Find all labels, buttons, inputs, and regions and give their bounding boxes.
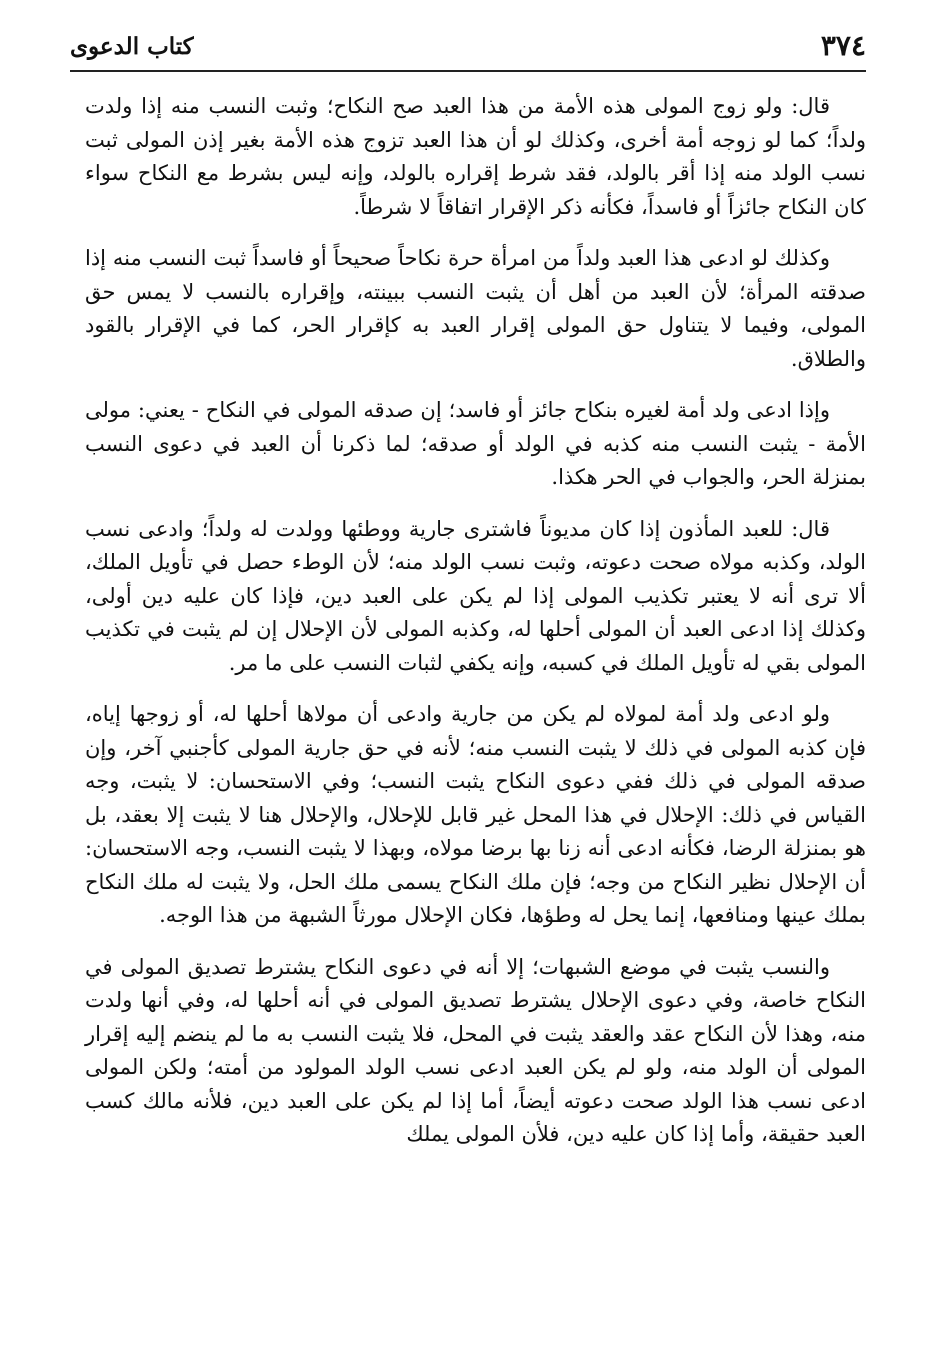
- paragraph: وإذا ادعى ولد أمة لغيره بنكاح جائز أو فاسد؛ إن صدقه المولى في النكاح - يعني: مولى الأمة - يثبت النسب منه كذبه في الولد أو صدقه؛ لما ذكرنا أن العبد في دعوى النسب بمنزلة الحر، والجواب في الحر هكذا.: [85, 398, 866, 489]
- page-header: [70, 18, 866, 72]
- page-number: ٣٧٤: [820, 29, 866, 62]
- paragraph: والنسب يثبت في موضع الشبهات؛ إلا أنه في دعوى النكاح يشترط تصديق المولى في النكاح خاصة، وفي دعوى الإحلال يشترط تصديق المولى في أنه أحلها له، وفي أنها ولدت منه، وهذا لأن النكاح عقد والعقد يثبت في المحل، فلا يثبت النسب به ما لم ينضم إليه إقرار المولى أن الولد منه، ولو لم يكن العبد ادعى نسب الولد المولود من أمته؛ ولكن المولى ادعى نسب هذا الولد صحت دعوته أيضاً، أما إذا لم يكن على العبد دين، فلأنه مالك كسب العبد حقيقة، وأما إذا كان عليه دين، فلأن المولى يملك: [85, 954, 866, 1146]
- paragraph: قال: للعبد المأذون إذا كان مديوناً فاشترى جارية ووطئها وولدت له ولداً؛ وادعى نسب الولد، وكذبه مولاه صحت دعوته، وثبت نسب الولد منه؛ لأن الوطء حصل في تأويل الملك، ألا ترى أنه لا يعتبر تكذيب المولى إذا لم يكن على العبد دين، فإذا كان عليه دين أولى، وكذلك إذا ادعى العبد أن المولى أحلها له، وكذبه المولى لأن الإحلال إن لم يثبت في تكذيب المولى بقي له تأويل الملك في كسبه، وإنه يكفي لثبات النسب على ما مر.: [85, 516, 866, 675]
- paragraph: وكذلك لو ادعى هذا العبد ولداً من امرأة حرة نكاحاً صحيحاً أو فاسداً ثبت النسب منه إذا صدقته المرأة؛ لأن العبد من أهل أن يثبت النسب ببينته، وإقراره بالنسب لا يمس حق المولى، وفيما لا يتناول حق المولى إقرار العبد به كإقرار الحر، كما في الإقرار بالقود والطلاق.: [85, 246, 866, 371]
- header-rule: [70, 70, 866, 72]
- paragraph: ولو ادعى ولد أمة لمولاه لم يكن من جارية وادعى أن مولاها أحلها له، أو زوجها إياه، فإن كذبه المولى في ذلك لا يثبت النسب منه؛ لأنه في حق جارية المولى كأجنبي آخر، وإن صدقه المولى في ذلك ففي دعوى النكاح يثبت النسب؛ وفي الاستحسان: لا يثبت، وجه القياس في ذلك: الإحلال في هذا المحل غير قابل للإحلال، والإحلال هنا لا يثبت إلا بعقد، بل هو بمنزلة الرضا، فكأنه ادعى أنه زنا بها برضا مولاه، وبهذا لا يثبت النسب، وجه الاستحسان: أن الإحلال نظير النكاح من وجه؛ فإن ملك النكاح يسمى ملك الحل، ولا يثبت له ملك النكاح بملك عينها ومنافعها، إنما يحل له وطؤها، فكان الإحلال مورثاً الشبهة من هذا الوجه.: [85, 702, 866, 927]
- body-text: [85, 90, 866, 1152]
- paragraph: قال: ولو زوج المولى هذه الأمة من هذا العبد صح النكاح؛ وثبت النسب منه إذا ولدت ولداً؛ كما لو زوجه أمة أخرى، وكذلك لو أن هذا العبد تزوج هذه الأمة بغير إذن المولى ثبت نسب الولد منه إذا أقر بالولد، فقد شرط إقراره بالولد، وإنه ليس بشرط مع النكاح سواء كان النكاح جائزاً أو فاسداً، فكأنه ذكر الإقرار اتفاقاً لا شرطاً.: [85, 94, 866, 219]
- running-title: كتاب الدعوى: [70, 33, 194, 60]
